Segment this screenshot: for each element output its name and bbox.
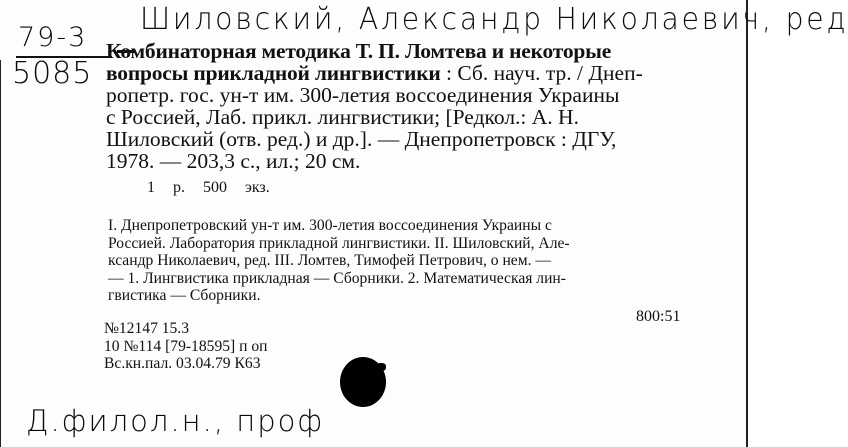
handwritten-degree-note: Д.филол.н., проф — [26, 404, 325, 438]
price-and-print-run: 1 р. 500 экз. — [147, 179, 270, 196]
entry-line-6: 1978. — 203,3 с., ил.; 20 см. — [106, 149, 361, 173]
ink-smudge — [376, 363, 386, 371]
handwritten-call-number-bottom: 5085 — [12, 56, 93, 91]
card-right-edge — [746, 0, 748, 447]
handwritten-author-name: Шиловский, Александр Николаевич, ред — [140, 2, 848, 37]
tracings — [108, 217, 570, 305]
handwritten-call-number-top: 79-3 — [18, 22, 88, 53]
tracing-line: — 1. Лингвистика прикладная — Сборники. 2. Математическая лин- — [108, 269, 566, 287]
entry-line-4: с Россией, Лаб. прикл. лингвистики; [Редкол.: А. Н. — [106, 105, 579, 129]
tracing-line: Россией. Лаборатория прикладной лингвистики. II. Шиловский, Але- — [108, 234, 570, 252]
tech-line: №12147 15.3 — [104, 320, 190, 337]
title-line-2: вопросы прикладной лингвистики — [106, 61, 441, 85]
title-line-2-rest: : Сб. науч. тр. / Днеп- — [440, 61, 643, 85]
tracing-line: ксандр Николаевич, ред. III. Ломтев, Тимофей Петрович, о нем. — — [108, 252, 551, 269]
entry-line-3: ропетр. гос. ун-т им. 300-летия воссоединения Украины — [106, 83, 620, 107]
title-line-2-row — [106, 62, 643, 84]
tracing-line: I. Днепропетровский ун-т им. 300-летия воссоединения Украины с — [108, 217, 552, 234]
tracing-line: гвистика — Сборники. — [108, 287, 261, 304]
card-left-edge — [0, 60, 1, 447]
tech-line: Вс.кн.пал. 03.04.79 К63 — [104, 355, 261, 372]
tech-info — [104, 320, 268, 373]
tech-line: 10 №114 [79-18595] п оп — [104, 337, 268, 355]
class-number: 800:51 — [636, 308, 681, 325]
entry-line-5: Шиловский (отв. ред.) и др.]. — Днепропетровск : ДГУ, — [106, 127, 617, 151]
title-line-1: Комбинаторная методика Т. П. Ломтева и некоторые — [106, 39, 612, 63]
main-entry — [106, 40, 643, 172]
